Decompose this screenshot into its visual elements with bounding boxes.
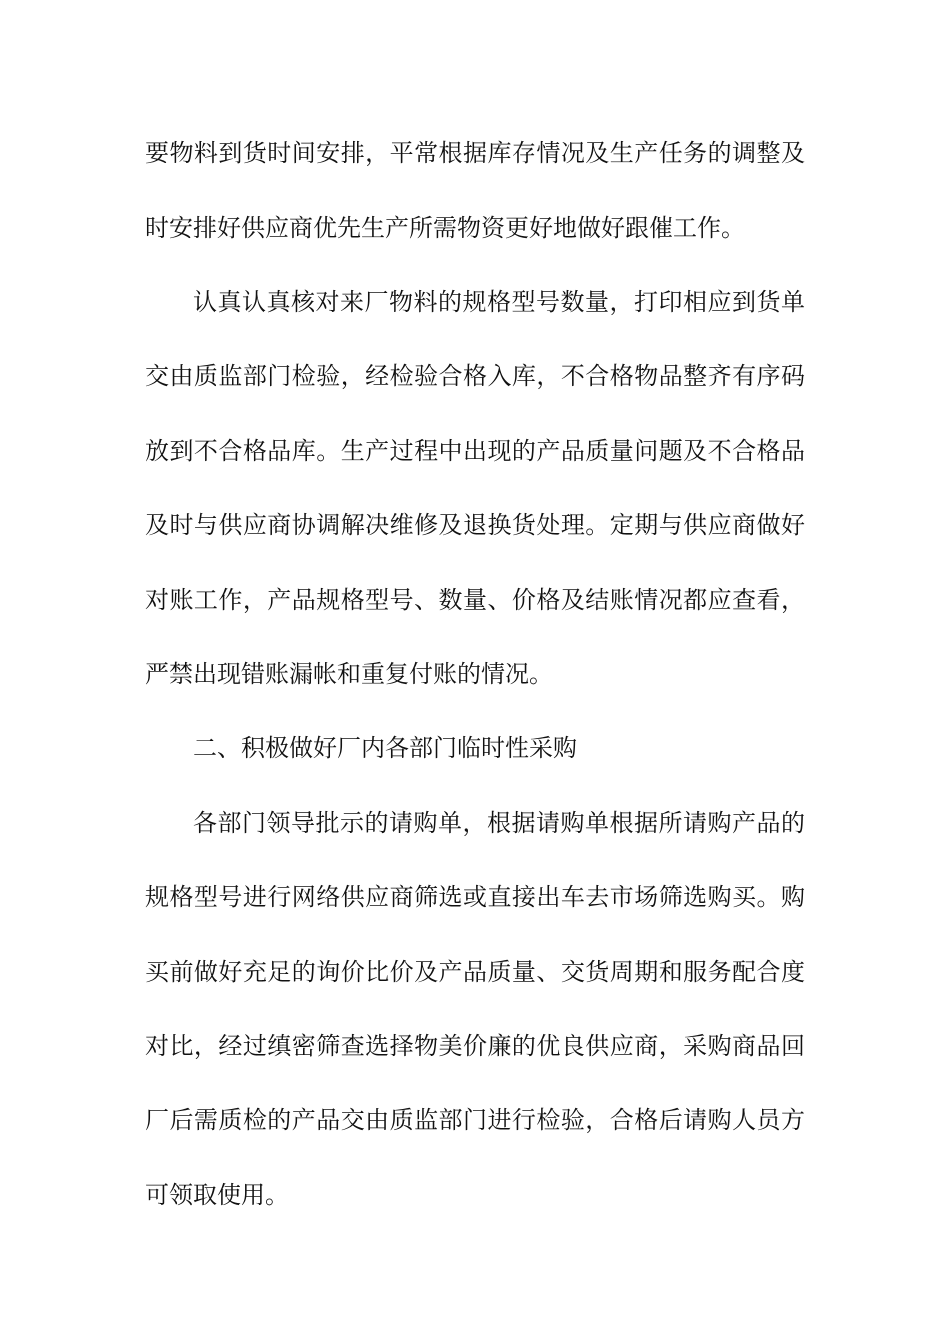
text-line: 对账工作，产品规格型号、数量、价格及结账情况都应查看， (145, 586, 805, 614)
paragraph-first-line: 认真认真核对来厂物料的规格型号数量，打印相应到货单 (193, 288, 805, 316)
text-line: 交由质监部门检验，经检验合格入库，不合格物品整齐有序码 (145, 362, 805, 390)
section-heading: 二、积极做好厂内各部门临时性采购 (193, 734, 577, 762)
text-line: 可领取使用。 (145, 1181, 289, 1209)
text-line: 严禁出现错账漏帐和重复付账的情况。 (145, 660, 553, 688)
text-line: 放到不合格品库。生产过程中出现的产品质量问题及不合格品 (145, 437, 805, 465)
text-line: 时安排好供应商优先生产所需物资更好地做好跟催工作。 (145, 214, 745, 242)
text-line: 对比，经过缜密筛查选择物美价廉的优良供应商，采购商品回 (145, 1032, 805, 1060)
paragraph-first-line: 各部门领导批示的请购单，根据请购单根据所请购产品的 (193, 809, 805, 837)
text-line: 规格型号进行网络供应商筛选或直接出车去市场筛选购买。购 (145, 883, 805, 911)
text-line: 厂后需质检的产品交由质监部门进行检验，合格后请购人员方 (145, 1106, 805, 1134)
text-line: 买前做好充足的询价比价及产品质量、交货周期和服务配合度 (145, 958, 805, 986)
text-line: 及时与供应商协调解决维修及退换货处理。定期与供应商做好 (145, 511, 805, 539)
text-line: 要物料到货时间安排，平常根据库存情况及生产任务的调整及 (145, 139, 805, 167)
